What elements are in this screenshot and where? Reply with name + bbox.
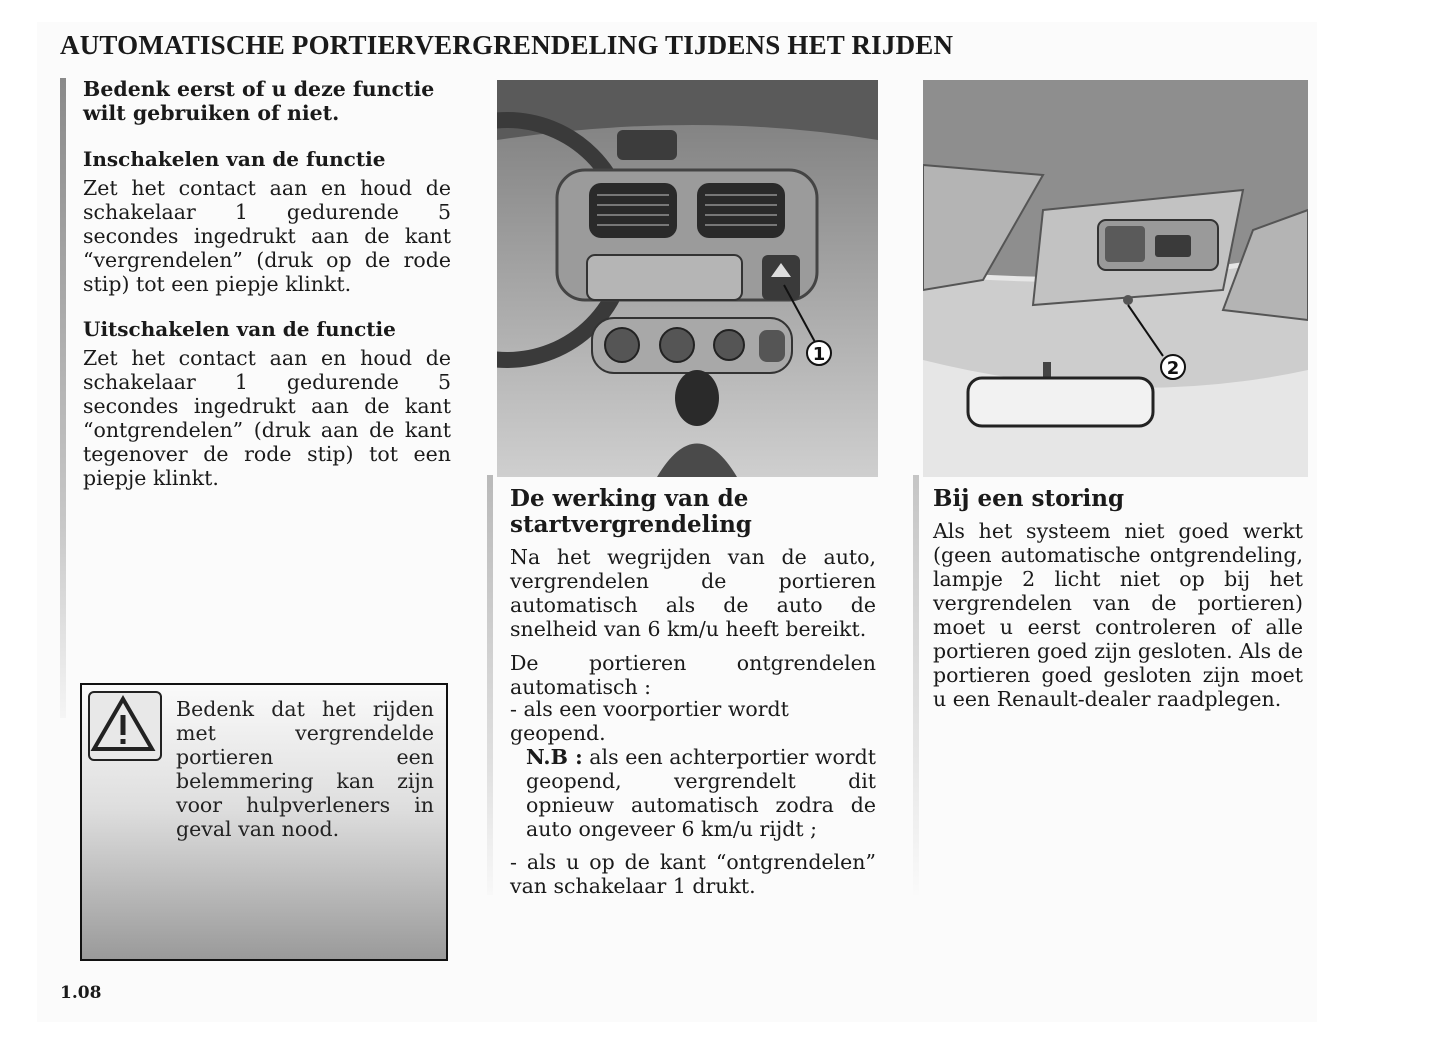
page-title: AUTOMATISCHE PORTIERVERGRENDELING TIJDENS HET RIJDEN bbox=[60, 30, 954, 60]
callout-1: 1 bbox=[812, 344, 826, 365]
dashboard-photo bbox=[497, 80, 878, 477]
fault-text: Als het systeem niet goed werkt (geen automatische ontgrendeling, lampje 2 licht niet op bij het vergrendelen van de portieren) moet u eerst controleren of alle portieren goed zijn gesloten. Als de portieren goed gesloten zijn moet u een Renault-dealer raadplegen. bbox=[933, 519, 1303, 711]
startlock-p1: Na het wegrijden van de auto, vergrendelen de portieren automatisch als de auto de snelheid van 6 km/u heeft bereikt. bbox=[510, 545, 876, 641]
warning-text: Bedenk dat het rijden met vergrendelde portieren een belemmering kan zijn voor hulpverleners in geval van nood. bbox=[176, 697, 434, 841]
nb-label: N.B : bbox=[526, 745, 583, 769]
callout-2: 2 bbox=[1166, 358, 1180, 379]
intro-text: Bedenk eerst of u deze functie wilt gebruiken of niet. bbox=[83, 77, 435, 125]
disable-heading: Uitschakelen van de functie bbox=[83, 317, 396, 341]
warning-triangle-icon bbox=[88, 691, 162, 761]
column-2-rule bbox=[487, 475, 493, 895]
column-1-rule bbox=[60, 78, 66, 718]
fault-heading: Bij een storing bbox=[933, 485, 1125, 512]
ceiling-light-photo bbox=[923, 80, 1308, 477]
column-3-rule bbox=[913, 475, 919, 895]
warning-box bbox=[80, 683, 448, 961]
nb-paragraph bbox=[526, 745, 876, 841]
startlock-heading: De werking van de startvergrendeling bbox=[510, 485, 752, 538]
page-number: 1.08 bbox=[60, 983, 102, 1003]
nb-text: als een achterportier wordt geopend, vergrendelt dit opnieuw automatisch zodra de auto ongeveer 6 km/u rijdt ; bbox=[526, 745, 876, 841]
startlock-bullet-1: - als een voorportier wordt geopend. bbox=[510, 697, 789, 745]
enable-heading: Inschakelen van de functie bbox=[83, 147, 386, 171]
disable-text: Zet het contact aan en houd de schakelaar 1 gedurende 5 secondes ingedrukt aan de kant “ontgrendelen” (druk aan de kant tegenover de rode stip) tot een piepje klinkt. bbox=[83, 346, 451, 490]
startlock-bullet-2: - als u op de kant “ontgrendelen” van schakelaar 1 drukt. bbox=[510, 850, 876, 898]
enable-text: Zet het contact aan en houd de schakelaar 1 gedurende 5 secondes ingedrukt aan de kant “vergrendelen” (druk op de rode stip) tot een piepje klinkt. bbox=[83, 176, 451, 296]
startlock-p2: De portieren ontgrendelen automatisch : bbox=[510, 651, 876, 699]
